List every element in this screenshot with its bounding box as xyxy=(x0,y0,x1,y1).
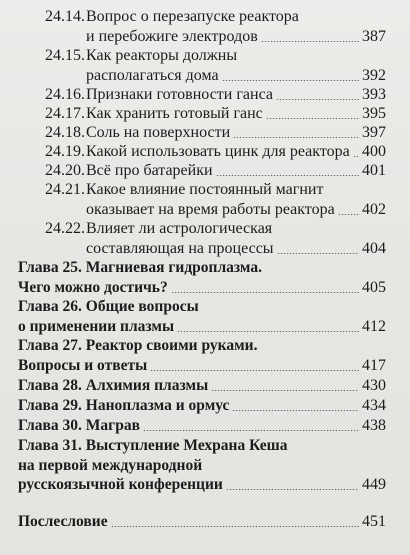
dot-leader xyxy=(222,80,359,81)
toc-subsection-entry xyxy=(0,123,410,143)
toc-subsection-entry xyxy=(0,104,410,124)
page-number: 405 xyxy=(362,278,386,296)
entry-title-line: Глава 29. Наноплазма и ормус xyxy=(18,397,230,414)
page-number: 387 xyxy=(362,27,386,45)
entry-leader-row xyxy=(0,512,410,531)
entry-number: 24.17. xyxy=(45,105,85,122)
toc-subsection-entry xyxy=(0,46,410,85)
entry-title-line: Вопросы и ответы xyxy=(18,356,148,374)
dot-leader xyxy=(338,214,359,215)
toc-subsection-entry xyxy=(0,219,410,258)
dot-leader xyxy=(261,41,359,42)
page-number: 392 xyxy=(362,66,386,84)
entry-leader-row xyxy=(0,239,410,258)
page-number: 430 xyxy=(362,377,386,394)
toc-chapter-entry xyxy=(0,436,410,495)
page-number: 451 xyxy=(362,513,386,530)
entry-leader-row xyxy=(0,475,410,494)
entry-title-line: Вопрос о перезапуске реактора xyxy=(86,8,299,25)
page-number: 404 xyxy=(362,239,386,257)
dot-leader xyxy=(353,156,359,157)
toc-subsection-entry xyxy=(0,7,410,46)
page-number: 400 xyxy=(362,143,386,160)
entry-number: 24.18. xyxy=(45,124,85,141)
entry-title-line: Всё про батарейки xyxy=(86,162,213,179)
dot-leader xyxy=(211,390,359,391)
entry-title-line: Чего можно достичь? xyxy=(18,278,168,296)
entry-title-line: составляющая на процессы xyxy=(86,239,274,257)
page-number: 434 xyxy=(362,397,386,414)
page-number: 417 xyxy=(362,356,386,374)
entry-title-line: Влияет ли астрологическая xyxy=(86,220,273,237)
dot-leader xyxy=(150,370,359,371)
toc-chapter-entry xyxy=(0,297,410,336)
entry-number: 24.19. xyxy=(45,143,85,160)
dot-leader xyxy=(232,410,359,411)
page-number: 395 xyxy=(362,105,386,122)
entry-leader-row xyxy=(0,200,410,219)
entry-leader-row xyxy=(0,123,410,142)
dot-leader xyxy=(266,118,359,119)
entry-title-line: Глава 27. Реактор своими руками. xyxy=(18,337,258,354)
page-number: 449 xyxy=(362,476,386,493)
entry-leader-row xyxy=(0,396,410,415)
toc-subsection-entry xyxy=(0,142,410,162)
dot-leader xyxy=(276,99,359,100)
dot-leader xyxy=(233,137,359,138)
toc-chapter-entry xyxy=(0,416,410,436)
dot-leader xyxy=(216,175,359,176)
entry-title-line: русскоязычной конференции xyxy=(18,476,223,493)
page-number: 402 xyxy=(362,200,386,218)
entry-title-line: о применении плазмы xyxy=(18,317,175,335)
page-number: 438 xyxy=(362,417,386,434)
entry-leader-row xyxy=(0,85,410,104)
page-number: 412 xyxy=(362,317,386,335)
dot-leader xyxy=(111,526,359,527)
entry-title-line: Глава 26. Общие вопросы xyxy=(18,298,199,315)
toc-chapter-entry xyxy=(0,376,410,396)
entry-number: 24.15. xyxy=(45,47,85,64)
entry-leader-row xyxy=(0,376,410,395)
entry-leader-row xyxy=(0,66,410,85)
dot-leader xyxy=(143,430,359,431)
entry-title-line: и перебожиге электродов xyxy=(86,27,258,45)
entry-title-line: располагаться дома xyxy=(86,66,219,84)
entry-title-line: Как реакторы должны xyxy=(86,47,238,64)
entry-title-line: Какое влияние постоянный магнит xyxy=(86,181,324,198)
entry-title-line: на первой международной xyxy=(18,456,203,474)
entry-title-line: Какой использовать цинк для реактора xyxy=(86,143,350,160)
entry-title-line: Послесловие xyxy=(18,513,108,530)
entry-leader-row xyxy=(0,27,410,46)
entry-leader-row xyxy=(0,104,410,123)
entry-leader-row xyxy=(0,416,410,435)
page-number: 393 xyxy=(362,86,386,103)
entry-number: 24.14. xyxy=(45,8,85,25)
toc-chapter-entry xyxy=(0,258,410,297)
entry-leader-row xyxy=(0,142,410,161)
toc-chapter-entry xyxy=(0,336,410,375)
toc-chapter-entry xyxy=(0,396,410,416)
dot-leader xyxy=(226,489,359,490)
entry-leader-row xyxy=(0,278,410,297)
entry-leader-row xyxy=(0,317,410,336)
entry-number: 24.21. xyxy=(45,181,85,198)
entry-title-line: Глава 25. Магниевая гидроплазма. xyxy=(18,259,262,276)
entry-title-line: Признаки готовности ганса xyxy=(86,86,273,103)
toc-subsection-entry xyxy=(0,180,410,219)
entry-title-line: Глава 28. Алхимия плазмы xyxy=(18,377,209,394)
toc-subsection-entry xyxy=(0,85,410,105)
toc-subsection-entry xyxy=(0,161,410,181)
entry-leader-row xyxy=(0,161,410,180)
entry-leader-row xyxy=(0,356,410,375)
entry-title-line: Соль на поверхности xyxy=(86,124,231,141)
entry-title-line: Глава 31. Выступление Мехрана Кеша xyxy=(18,437,288,454)
dot-leader xyxy=(171,292,359,293)
entry-number: 24.16. xyxy=(45,86,85,103)
entry-number: 24.22. xyxy=(45,220,85,237)
entry-title-line: Глава 30. Маграв xyxy=(18,417,140,434)
page-number: 397 xyxy=(362,124,386,141)
dot-leader xyxy=(277,253,359,254)
entry-number: 24.20. xyxy=(45,162,85,179)
entry-title-line: Как хранить готовый ганс xyxy=(86,105,263,122)
dot-leader xyxy=(177,331,359,332)
toc-chapter-entry xyxy=(0,512,410,532)
page-number: 401 xyxy=(362,162,386,179)
entry-title-line: оказывает на время работы реактора xyxy=(86,200,335,218)
